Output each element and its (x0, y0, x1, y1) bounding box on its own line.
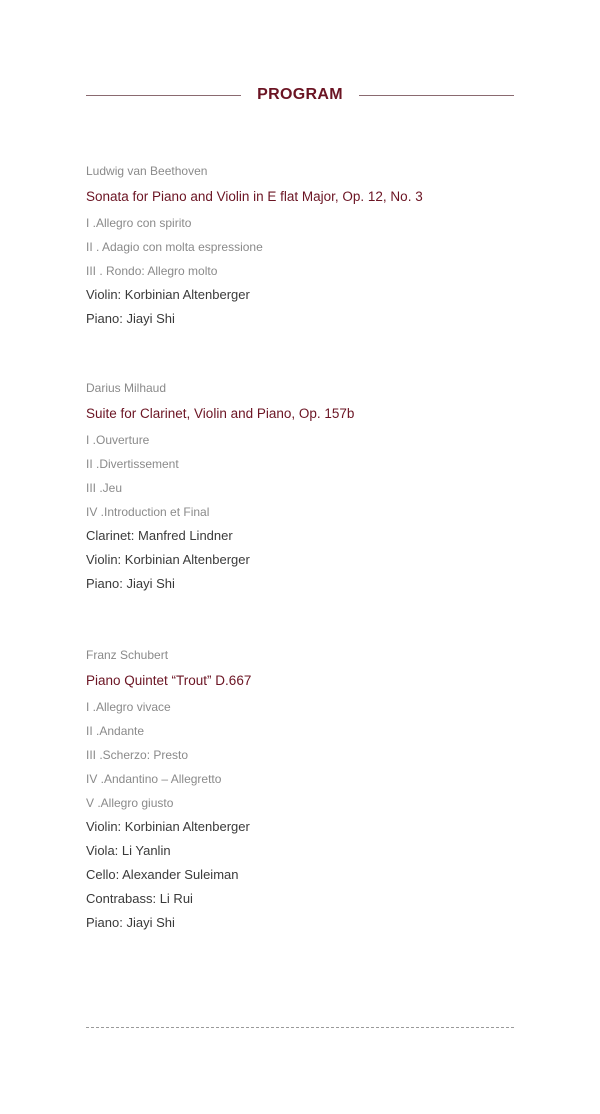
movement-item: II .Divertissement (86, 457, 179, 471)
performer-item: Contrabass: Li Rui (86, 891, 193, 906)
composer-name: Franz Schubert (86, 648, 169, 662)
movement-item: I .Ouverture (86, 433, 150, 447)
performer-item: Clarinet: Manfred Lindner (86, 528, 233, 543)
composer-name: Ludwig van Beethoven (86, 164, 208, 178)
movement-item: I .Allegro con spirito (86, 216, 192, 230)
movement-item: III .Jeu (86, 481, 123, 495)
program-piece-beethoven (86, 163, 526, 331)
header-rule-left (86, 95, 241, 96)
performer-item: Violin: Korbinian Altenberger (86, 552, 250, 567)
movement-item: III . Rondo: Allegro molto (86, 264, 218, 278)
footer-divider (86, 1027, 514, 1028)
performer-item: Piano: Jiayi Shi (86, 576, 175, 591)
program-piece-milhaud (86, 380, 526, 596)
movement-item: II .Andante (86, 724, 145, 738)
work-title: Sonata for Piano and Violin in E flat Major, Op. 12, No. 3 (86, 189, 423, 204)
movement-item: I .Allegro vivace (86, 700, 171, 714)
performer-item: Violin: Korbinian Altenberger (86, 819, 250, 834)
work-title: Suite for Clarinet, Violin and Piano, Op. 157b (86, 406, 355, 421)
movement-item: IV .Introduction et Final (86, 505, 210, 519)
program-header (86, 80, 514, 110)
performer-item: Piano: Jiayi Shi (86, 311, 175, 326)
page-title: PROGRAM (257, 86, 343, 103)
movement-item: III .Scherzo: Presto (86, 748, 189, 762)
movement-item: II . Adagio con molta espressione (86, 240, 263, 254)
work-title: Piano Quintet “Trout” D.667 (86, 673, 252, 688)
performer-item: Violin: Korbinian Altenberger (86, 287, 250, 302)
performer-item: Viola: Li Yanlin (86, 843, 171, 858)
program-piece-schubert (86, 647, 526, 935)
performer-item: Cello: Alexander Suleiman (86, 867, 239, 882)
movement-item: V .Allegro giusto (86, 796, 174, 810)
composer-name: Darius Milhaud (86, 381, 167, 395)
header-rule-right (359, 95, 514, 96)
performer-item: Piano: Jiayi Shi (86, 915, 175, 930)
movement-item: IV .Andantino – Allegretto (86, 772, 222, 786)
